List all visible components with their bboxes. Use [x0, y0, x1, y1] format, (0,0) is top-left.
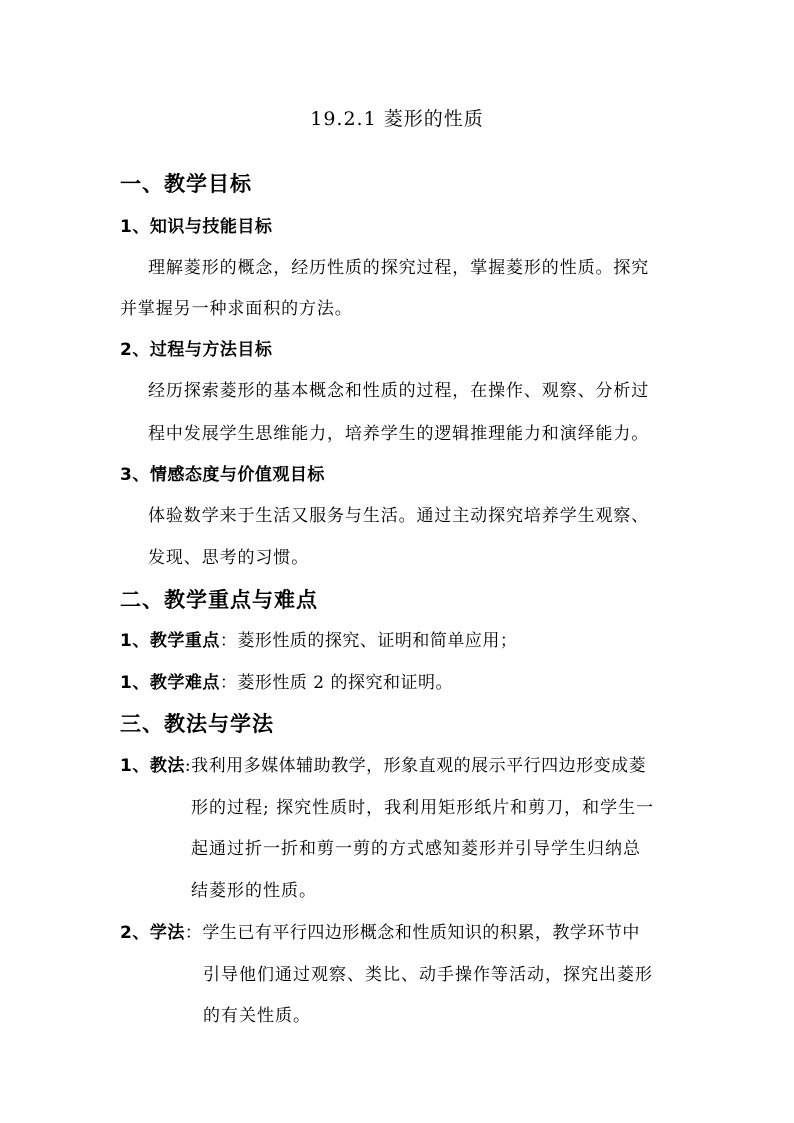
teaching-method-label: 1、教法 — [120, 756, 185, 776]
subheading-knowledge-skills: 1、知识与技能目标 — [120, 217, 273, 237]
subheading-emotion-values: 3、情感态度与价值观目标 — [120, 465, 325, 485]
section-heading-objectives: 一、教学目标 — [120, 172, 252, 196]
learning-method-row — [120, 918, 640, 943]
paragraph-line: 理解菱形的概念，经历性质的探究过程，掌握菱形的性质。探究 — [148, 258, 650, 278]
paragraph-line: 发现、思考的习惯。 — [148, 548, 310, 568]
teaching-method-line: :我利用多媒体辅助教学，形象直观的展示平行四边形变成菱 — [184, 756, 647, 776]
section-heading-methods: 三、教法与学法 — [120, 712, 274, 736]
key-point-row — [120, 626, 517, 651]
subheading-process-methods: 2、过程与方法目标 — [120, 340, 273, 360]
difficulty-text: ：菱形性质 2 的探究和证明。 — [219, 673, 453, 693]
teaching-method-line: 起通过折一折和剪一剪的方式感知菱形并引导学生归纳总 — [191, 839, 641, 859]
teaching-method-line: 结菱形的性质。 — [191, 881, 317, 901]
paragraph-line: 经历探索菱形的基本概念和性质的过程，在操作、观察、分析过 — [148, 381, 650, 401]
learning-method-line: ：学生已有平行四边形概念和性质知识的积累，教学环节中 — [184, 923, 640, 943]
learning-method-line: 的有关性质。 — [203, 1006, 311, 1026]
learning-method-line: 引导他们通过观察、类比、动手操作等活动，探究出菱形 — [203, 965, 653, 985]
teaching-method-line: 形的过程; 探究性质时，我利用矩形纸片和剪刀，和学生一 — [191, 798, 655, 818]
document-title: 19.2.1 菱形的性质 — [310, 108, 484, 130]
teaching-method-row — [120, 751, 646, 776]
learning-method-label: 2、学法 — [120, 923, 185, 943]
paragraph-line: 并掌握另一种求面积的方法。 — [120, 299, 353, 319]
paragraph-line: 程中发展学生思维能力，培养学生的逻辑推理能力和演绎能力。 — [148, 424, 650, 444]
paragraph-line: 体验数学来于生活又服务与生活。通过主动探究培养学生观察、 — [148, 506, 650, 526]
section-heading-key-points: 二、教学重点与难点 — [120, 588, 318, 612]
difficulty-label: 1、教学难点 — [120, 673, 220, 693]
key-point-label: 1、教学重点 — [120, 631, 220, 651]
difficulty-row — [120, 668, 453, 693]
key-point-text: ：菱形性质的探究、证明和简单应用； — [219, 631, 518, 651]
